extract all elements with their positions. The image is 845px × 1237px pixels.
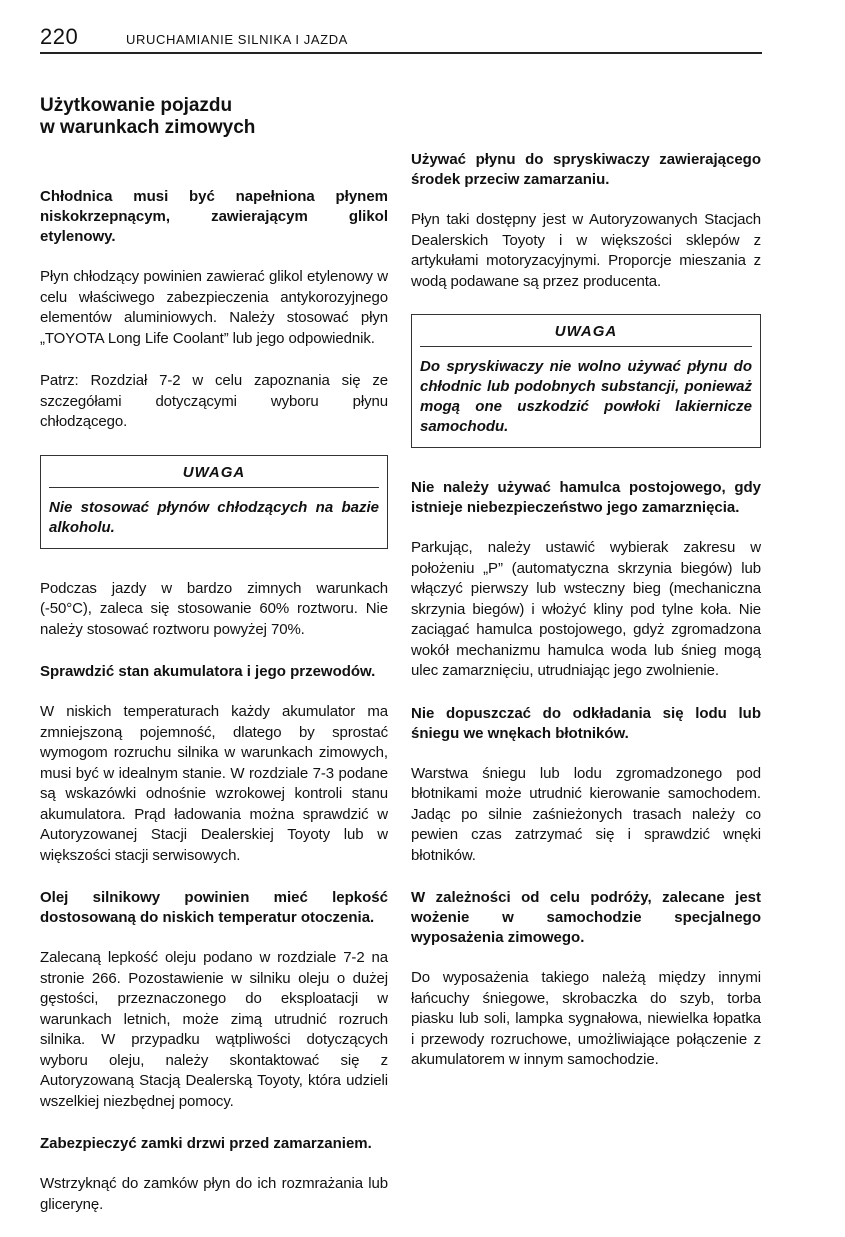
heading-oil: Olej silnikowy powinien mieć lepkość dostosowaną do niskich temperatur otoczenia. (40, 889, 388, 926)
heading-fender-ice: Nie dopuszczać do odkładania się lodu lub śniegu we wnękach błotników. (411, 704, 761, 742)
warning-box-title: UWAGA (420, 321, 752, 347)
paragraph-winter-equipment: Do wyposażenia takiego należą między innymi łańcuchy śniegowe, skrobaczka do szyb, torba piasku lub soli, lampka sygnałowa, niewielka łopatka i przewody rozruchowe, umożliwiające połączenie z akumulatorem w innym samochodzie. (411, 969, 761, 1068)
running-head: URUCHAMIANIE SILNIKA I JAZDA (126, 32, 348, 47)
paragraph-cold-mix: Podczas jazdy w bardzo zimnych warunkach (-50°C), zaleca się stosowanie 60% roztworu. Nie należy stosować roztworu powyżej 70%. (40, 579, 388, 638)
section-title-line2: w warunkach zimowych (40, 117, 256, 138)
warning-box-text: Do spryskiwaczy nie wolno używać płynu do chłodnic lub podobnych substancji, ponieważ mogą one uszkodzić powłoki lakiernicze samochodu. (420, 358, 752, 435)
page-header (40, 26, 762, 54)
right-column (411, 150, 761, 1093)
warning-box-washer (411, 314, 761, 448)
heading-battery: Sprawdzić stan akumulatora i jego przewodów. (40, 663, 376, 680)
heading-winter-equipment: W zależności od celu podróży, zalecane jest wożenie w samochodzie specjalnego wyposażenia zimowego. (411, 889, 761, 946)
paragraph-fender-ice: Warstwa śniegu lub lodu zgromadzonego pod błotnikami może utrudnić kierowanie samochodem. Jadąc po silnie zaśnieżonych trasach należy co pewien czas zatrzymać się i sprawdzić wnęki błotników. (411, 764, 761, 864)
warning-box-title: UWAGA (49, 462, 379, 488)
heading-coolant: Chłodnica musi być napełniona płynem niskokrzepnącym, zawierającym glikol etylenowy. (40, 188, 388, 245)
page-number: 220 (40, 24, 79, 49)
warning-box-coolant (40, 455, 388, 549)
heading-parking-brake: Nie należy używać hamulca postojowego, gdy istnieje niebezpieczeństwo jego zamarznięcia. (411, 479, 761, 516)
paragraph-parking-brake: Parkując, należy ustawić wybierak zakresu w położeniu „P” (automatyczna skrzynia biegów) lub włączyć pierwszy lub wsteczny bieg (mechaniczna skrzynia biegów) i włożyć kliny pod tylne koła. Nie zaciągać hamulca postojowego, gdyż zgromadzona wokół mechanizmu hamulca woda lub śnieg mogą ulec zamarznięciu, utrudniając jego zwolnienie. (411, 539, 761, 679)
paragraph-washer: Płyn taki dostępny jest w Autoryzowanych Stacjach Dealerskich Toyoty i w większości sklepów z artykułami motoryzacyjnymi. Proporcje mieszania z wodą podawane są przez producenta. (411, 211, 761, 290)
left-column (40, 95, 388, 1237)
section-title-line1: Użytkowanie pojazdu (40, 95, 233, 116)
paragraph-oil: Zalecaną lepkość oleju podano w rozdziale 7-2 na stronie 266. Pozostawienie w silniku oleju o dużej gęstości, przeznaczonego do eksploatacji w warunkach letnich, może zimą utrudnić rozruch silnika. W przypadku wątpliwości dotyczących wyboru oleju, należy skontaktować się z Autoryzowaną Stacją Dealerską Toyoty, która udzieli wszelkiej niezbędnej pomocy. (40, 949, 388, 1110)
paragraph-coolant: Płyn chłodzący powinien zawierać glikol etylenowy w celu właściwego zabezpieczenia antykorozyjnego elementów aluminiowych. Należy stosować płyn „TOYOTA Long Life Coolant” lub jego odpowiednik. (40, 268, 388, 347)
heading-locks: Zabezpieczyć zamki drzwi przed zamarzaniem. (40, 1135, 372, 1152)
warning-box-text: Nie stosować płynów chłodzących na bazie alkoholu. (49, 498, 379, 536)
paragraph-locks: Wstrzyknąć do zamków płyn do ich rozmrażania lub glicerynę. (40, 1175, 388, 1213)
heading-washer: Używać płynu do spryskiwaczy zawierającego środek przeciw zamarzaniu. (411, 151, 761, 188)
paragraph-battery: W niskich temperaturach każdy akumulator ma zmniejszoną pojemność, dlatego by sprostać wymogom rozruchu silnika w warunkach zimowych, musi być w idealnym stanie. W rozdziale 7-3 podane są wskazówki odnośnie wzrokowej kontroli stanu akumulatora. Prąd ładowania można sprawdzić w Autoryzowanej Stacji Dealerskiej Toyoty lub w większości stacji serwisowych. (40, 703, 388, 864)
section-title (40, 95, 388, 139)
paragraph-coolant-ref: Patrz: Rozdział 7-2 w celu zapoznania się ze szczegółami dotyczącymi wyboru płynu chłodzącego. (40, 372, 388, 430)
